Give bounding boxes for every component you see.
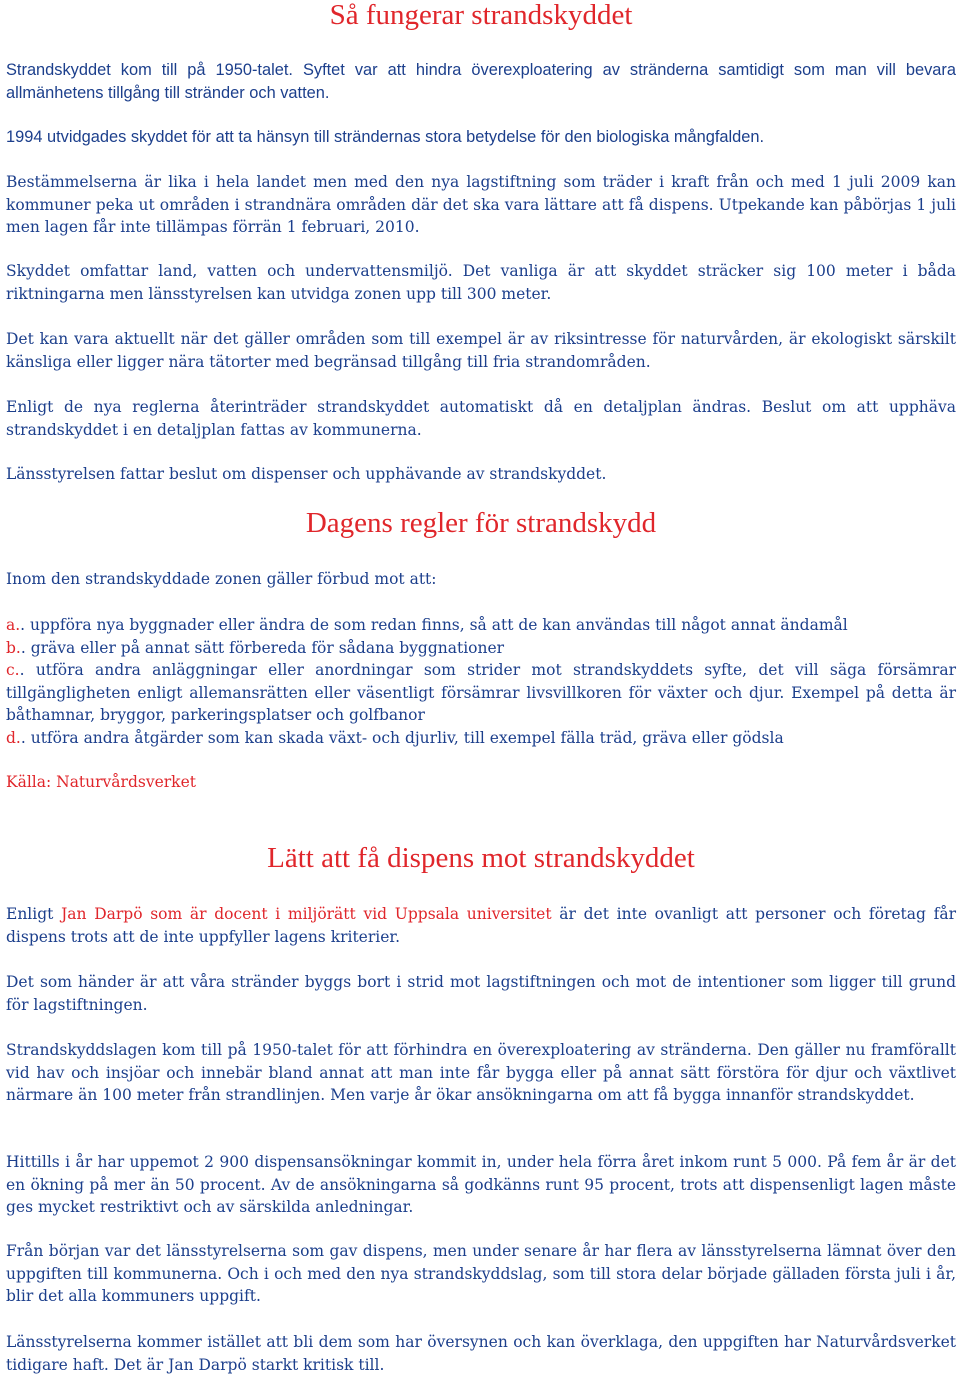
intro-paragraph-3: Bestämmelserna är lika i hela landet men med den nya lagstiftning som träder i kraft från och med 1 juli 2009 kan kommuner peka ut områden i strandnära områden där det ska vara lättare att få dispens. Utpekande kan påbörjas 1 juli men lagen får inte tillämpas förrän 1 februari, 2010. [6,173,956,236]
list-item [6,614,956,637]
dispens-paragraph-2: Det som händer är att våra stränder byggs bort i strid mot lagstiftningen och mot de intentioner som ligger till grund för lagstiftningen. [6,973,956,1014]
list-item-label: a. [6,616,21,634]
list-item-label: d. [6,728,21,747]
rules-list [6,614,956,749]
dispens-paragraph-3: Strandskyddslagen kom till på 1950-talet för att förhindra en överexploatering av stränderna. Den gäller nu framförallt vid hav och insjöar och innebär bland annat att man inte får bygga eller på annat sätt förstöra för djur och växtlivet närmare än 100 meter från strandlinjen. Men varje år ökar ansökningarna om att få bygga innanför strandskyddet. [6,1041,956,1104]
dispens-paragraph-4: Hittills i år har uppemot 2 900 dispensansökningar kommit in, under hela förra året inkom runt 5 000. På fem år är det en ökning på mer än 50 procent. Av de ansökningarna så godkänns runt 95 procent, trots att dispensenligt lagen måste ges mycket restriktivt och av särskilda anledningar. [6,1153,956,1216]
list-item-text: . gräva eller på annat sätt förbereda för sådana byggnationer [20,638,505,657]
list-item [6,637,956,660]
list-item-text: . utföra andra åtgärder som kan skada växt- och djurliv, till exempel fälla träd, gräva eller gödsla [20,728,784,747]
dispens-p1-pre: Enligt [6,905,62,923]
dispens-p1-post: är det inte ovanligt att personer och företag får dispens trots att de inte uppfyller lagens kriterier. [6,905,957,946]
intro-paragraph-6: Enligt de nya reglerna återinträder strandskyddet automatiskt då en detaljplan ändras. Beslut om att upphäva strandskyddet i en detaljplan fattas av kommunerna. [6,398,956,439]
dispens-paragraph-6: Länsstyrelserna kommer istället att bli dem som har översynen och kan överklaga, den uppgiften har Naturvårdsverket tidigare haft. Det är Jan Darpö starkt kritisk till. [6,1333,956,1374]
list-item [6,659,956,727]
rules-heading: Dagens regler för strandskydd [305,507,657,539]
intro-paragraph-4: Skyddet omfattar land, vatten och undervattensmiljö. Det vanliga är att skyddet sträcker sig 100 meter i båda riktningarna men länsstyrelsen kan utvidga zonen upp till 300 meter. [6,262,956,303]
list-item-text: . utföra andra anläggningar eller anordningar som strider mot strandskyddets syfte, det vill säga försämrar tillgängligheten enligt allemansrätten eller väsentligt försämrar livsvillkoren för växter och djur. Exempel på detta är båthamnar, bryggor, parkeringsplatser och golfbanor [6,661,956,724]
intro-paragraph-7: Länsstyrelsen fattar beslut om dispenser och upphävande av strandskyddet. [6,465,607,483]
rules-lead: Inom den strandskyddade zonen gäller förbud mot att: [6,570,437,588]
intro-paragraph-5: Det kan vara aktuellt när det gäller områden som till exempel är av riksintresse för naturvården, är ekologiskt särskilt känsliga eller ligger nära tätorter med begränsad tillgång till fria strandområden. [6,330,956,371]
dispens-paragraph-1 [6,903,956,948]
intro-paragraph-2: 1994 utvidgades skyddet för att ta hänsyn till strändernas stora betydelse för den biologiska mångfalden. [6,128,765,146]
list-item-text: . uppföra nya byggnader eller ändra de som redan finns, så att de kan användas till något annat ändamål [20,616,848,634]
page-title: Så fungerar strandskyddet [329,0,633,31]
dispens-heading: Lätt att få dispens mot strandskyddet [267,842,695,874]
list-item-label: c. [6,661,20,679]
list-item-label: b. [6,638,21,657]
intro-paragraph-1: Strandskyddet kom till på 1950-talet. Syftet var att hindra överexploatering av stränderna samtidigt som man vill bevara allmänhetens tillgång till stränder och vatten. [6,61,956,102]
dispens-paragraph-5: Från början var det länsstyrelserna som gav dispens, men under senare år har flera av länsstyrelserna lämnat över den uppgiften till kommunerna. Och i och med den nya strandskyddslag, som till stora delar började gälladen första juli i år, blir det alla kommuners uppgift. [6,1242,956,1305]
source-citation: Källa: Naturvårdsverket [6,773,196,791]
expert-name: Jan Darpö som är docent i miljörätt vid Uppsala universitet [61,905,552,923]
list-item [6,727,956,750]
